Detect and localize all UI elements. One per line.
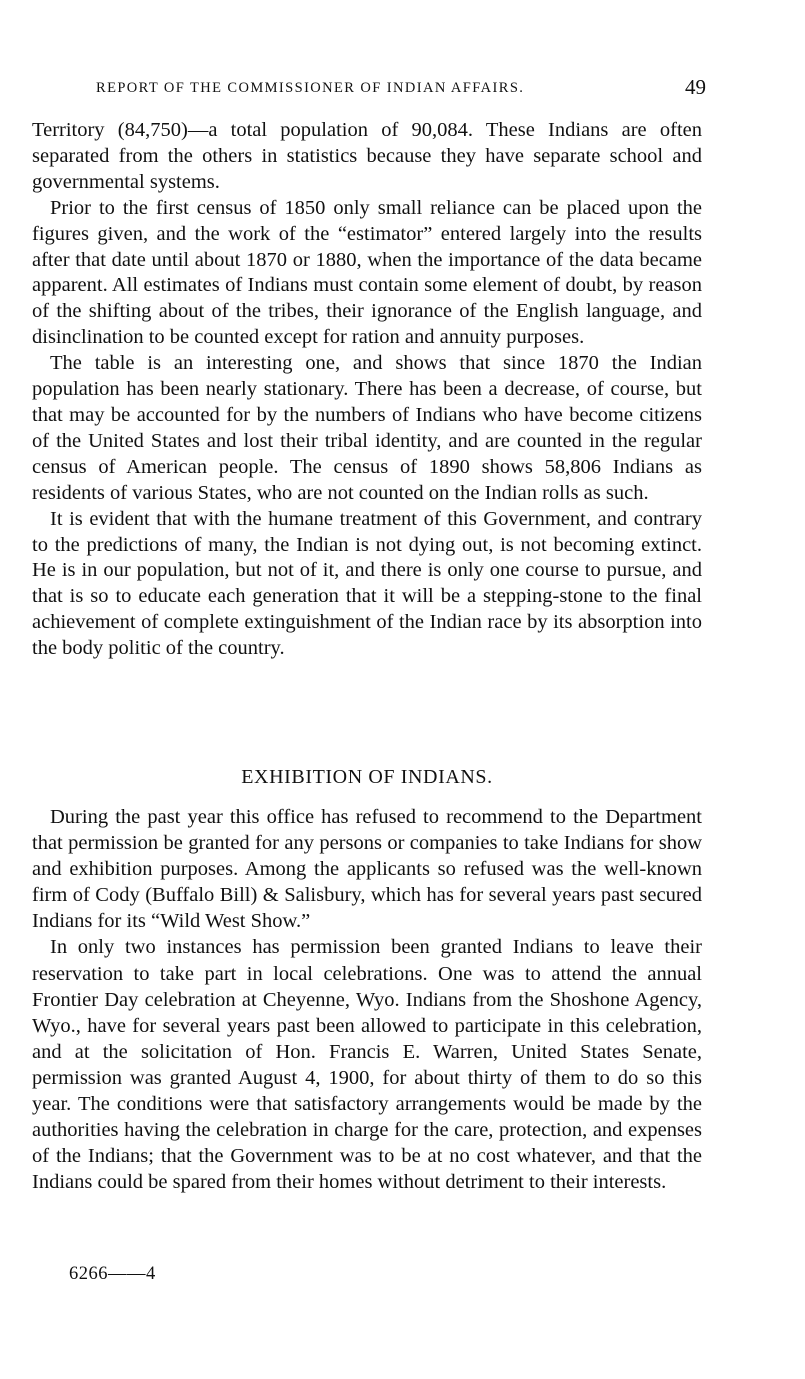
paragraph-population-table: The table is an interesting one, and shows that since 1870 the Indian population has been nearly stationary. There has been a decrease, of course, but that may be accounted for by the numbers of Indians who have become citizens of the United States and lost their tribal identity, and are counted in the regular census of American people. The census of 1890 shows 58,806 Indians as residents of various States, who are not counted on the Indian rolls as such.: [32, 352, 702, 504]
running-head: [96, 75, 706, 102]
paragraph-humane-treatment: It is evident that with the humane treatment of this Government, and contrary to the predictions of many, the Indian is not dying out, is not becoming extinct. He is in our population, but not of it, and there is only one course to pursue, and that is so to educate each generation that it will be a stepping-stone to the final achievement of complete extinguishment of the Indian race by its absorption into the body politic of the country.: [32, 507, 702, 660]
body-text-top: [32, 118, 702, 662]
paragraph-two-instances: In only two instances has permission been granted Indians to leave their reservation to take part in local celebrations. One was to attend the annual Frontier Day celebration at Cheyenne, Wyo. Indians from the Shoshone Agency, Wyo., have for several years past been allowed to participate in this celebration, and at the solicitation of Hon. Francis E. Warren, United States Senate, permission was granted August 4, 1900, for about thirty of them to do so this year. The conditions were that satisfactory arrangements would be made by the authorities having the celebration in charge for the care, protection, and expenses of the Indians; that the Government was to be at no cost whatever, and that the Indians could be spared from their homes without detriment to their interests.: [32, 936, 702, 1194]
running-title: REPORT OF THE COMMISSIONER OF INDIAN AFFAIRS.: [96, 80, 525, 96]
paragraph-refused-exhibition: During the past year this office has refused to recommend to the Department that permission be granted for any persons or companies to take Indians for show and exhibition purposes. Among the applicants so refused was the well-known firm of Cody (Buffalo Bill) & Salisbury, which has for several years past secured Indians for its “Wild West Show.”: [32, 806, 702, 933]
body-text-section: [32, 804, 702, 1195]
page-number: 49: [685, 75, 706, 99]
section-heading: EXHIBITION OF INDIANS.: [241, 766, 493, 788]
paragraph-census-reliance: Prior to the first census of 1850 only small reliance can be placed upon the figures given, and the work of the “estimator” entered largely into the results after that date until about 1870 or 1880, when the importance of the data became apparent. All estimates of Indians must contain some element of doubt, by reason of the shifting about of the tribes, their ignorance of the English language, and disinclination to be counted except for ration and annuity purposes.: [32, 196, 702, 349]
paragraph-continued: Territory (84,750)—a total population of 90,084. These Indians are often separated from the others in statistics because they have separate school and governmental systems.: [32, 119, 702, 193]
signature-mark: 6266——4: [69, 1264, 156, 1284]
